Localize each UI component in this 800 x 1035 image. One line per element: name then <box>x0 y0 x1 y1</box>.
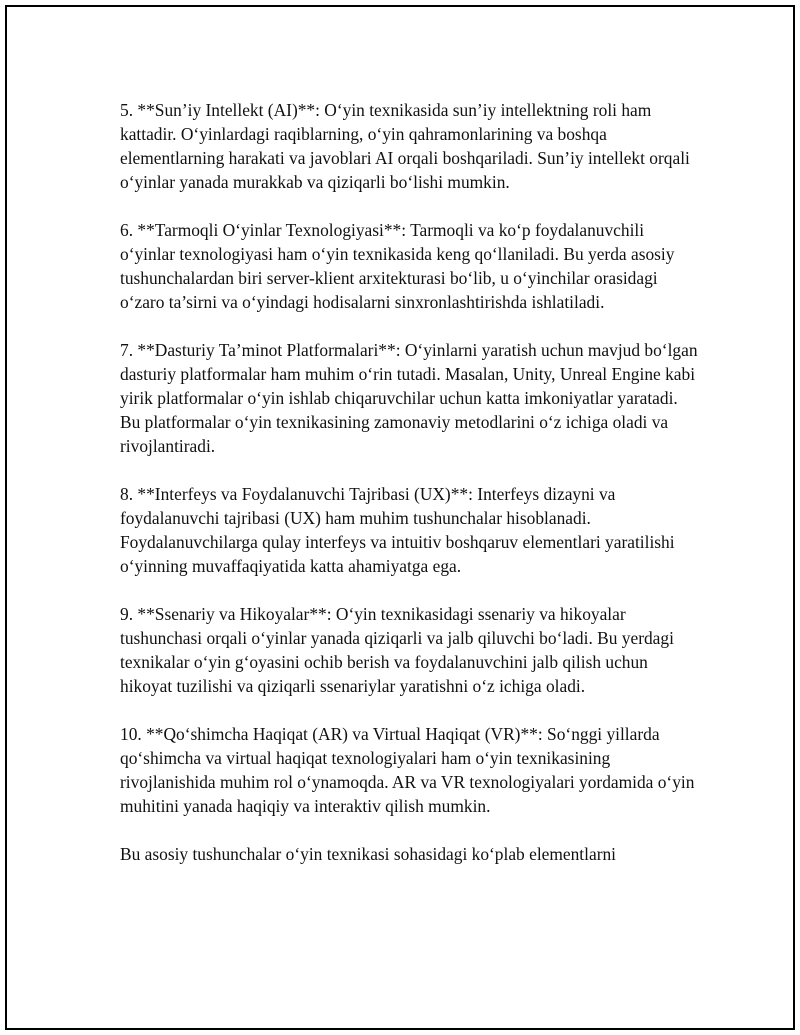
page-border <box>5 5 795 1030</box>
document-body <box>120 98 700 890</box>
paragraph-software-platforms: 7. **Dasturiy Ta’minot Platformalari**: O‘yinlarni yaratish uchun mavjud bo‘lgan dasturiy platformalar ham muhim o‘rin tutadi. Masalan, Unity, Unreal Engine kabi yirik platformalar o‘yin ishlab chiqaruvchilar uchun katta imkoniyatlar yaratadi. Bu platformalar o‘yin texnikasining zamonaviy metodlarini o‘z ichiga oladi va rivojlantiradi. <box>120 340 698 456</box>
paragraph-network-games: 6. **Tarmoqli O‘yinlar Texnologiyasi**: Tarmoqli va ko‘p foydalanuvchili o‘yinlar texnologiyasi ham o‘yin texnikasida keng qo‘llaniladi. Bu yerda asosiy tushunchalardan biri server-klient arxitekturasi bo‘lib, u o‘yinchilar orasidagi o‘zaro ta’sirni va o‘yindagi hodisalarni sinxronlashtirishda ishlatiladi. <box>120 220 675 312</box>
paragraph-interface-ux: 8. **Interfeys va Foydalanuvchi Tajribasi (UX)**: Interfeys dizayni va foydalanuvchi tajribasi (UX) ham muhim tushunchalar hisoblanadi. Foydalanuvchilarga qulay interfeys va intuitiv boshqaruv elementlari yaratilishi o‘yinning muvaffaqiyatida katta ahamiyatga ega. <box>120 484 675 576</box>
paragraph-ai: 5. **Sun’iy Intellekt (AI)**: O‘yin texnikasida sun’iy intellektning roli ham kattadir. O‘yinlardagi raqiblarning, o‘yin qahramonlarining va boshqa elementlarning harakati va javoblari AI orqali boshqariladi. Sun’iy intellekt orqali o‘yinlar yanada murakkab va qiziqarli bo‘lishi mumkin. <box>120 100 690 192</box>
paragraph-scenario-stories: 9. **Ssenariy va Hikoyalar**: O‘yin texnikasidagi ssenariy va hikoyalar tushunchasi orqali o‘yinlar yanada qiziqarli va jalb qiluvchi bo‘ladi. Bu yerdagi texnikalar o‘yin g‘oyasini ochib berish va foydalanuvchini jalb qilish uchun hikoyat tuzilishi va qiziqarli ssenariylar yaratishni o‘z ichiga oladi. <box>120 604 674 696</box>
paragraph-ar-vr: 10. **Qo‘shimcha Haqiqat (AR) va Virtual Haqiqat (VR)**: So‘nggi yillarda qo‘shimcha va virtual haqiqat texnologiyalari ham o‘yin texnikasining rivojlanishida muhim rol o‘ynamoqda. AR va VR texnologiyalari yordamida o‘yin muhitini yanada haqiqiy va interaktiv qilish mumkin. <box>120 724 695 816</box>
paragraph-conclusion: Bu asosiy tushunchalar o‘yin texnikasi sohasidagi ko‘plab elementlarni <box>120 844 617 864</box>
